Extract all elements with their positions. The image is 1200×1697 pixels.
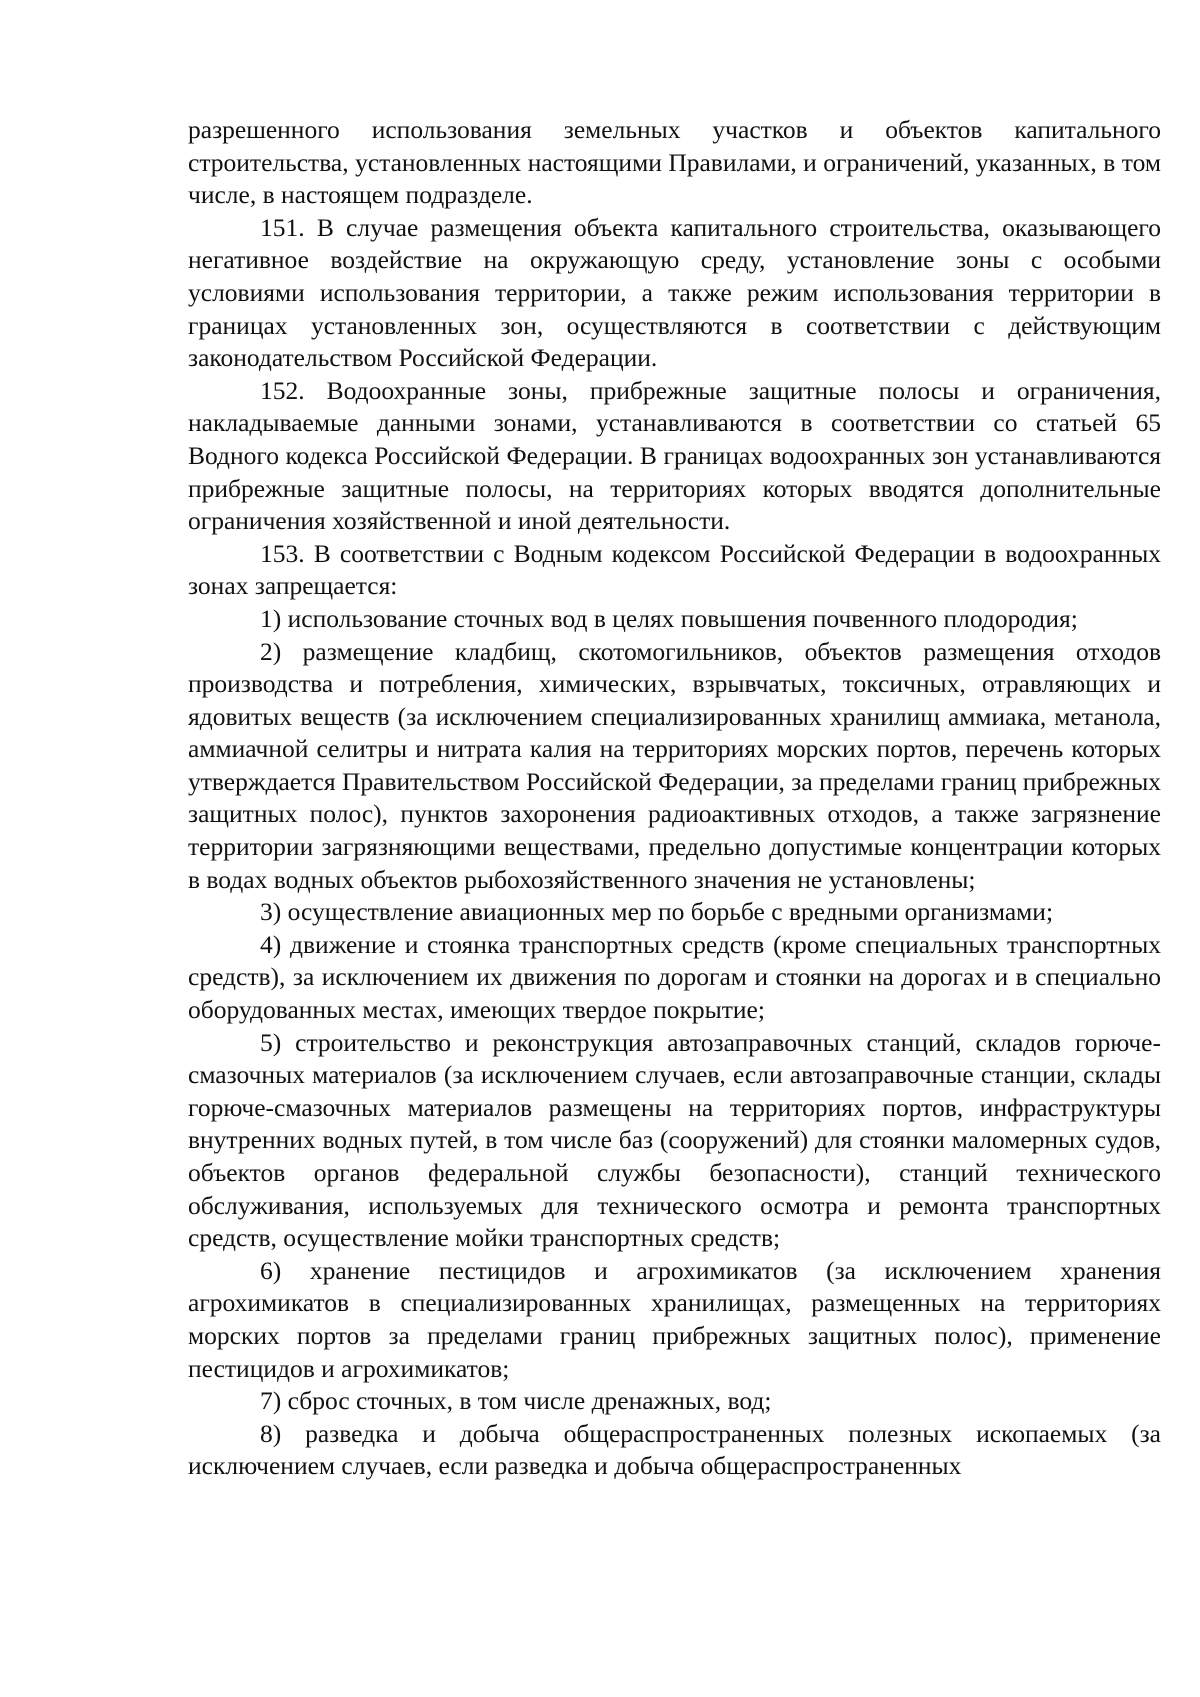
list-item-3: 3) осуществление авиационных мер по борьбе с вредными организмами; — [260, 897, 1054, 927]
list-item-6: 6) хранение пестицидов и агрохимикатов (за исключением хранения агрохимикатов в специализированных хранилищах, размещенных на территориях морских портов за пределами границ прибрежных защитных полос), применение пестицидов и агрохимикатов; — [188, 1255, 1161, 1383]
paragraph-continuation: разрешенного использования земельных участков и объектов капитального строительства, установленных настоящими Правилами, и ограничений, указанных, в том числе, в настоящем подразделе. — [188, 115, 1161, 210]
paragraph-152: 152. Водоохранные зоны, прибрежные защитные полосы и ограничения, накладываемые данными зонами, устанавливаются в соответствии со статьей 65 Водного кодекса Российской Федерации. В границах водоохранных зон устанавливаются прибрежные защитные полосы, на территориях которых вводятся дополнительные ограничения хозяйственной и иной деятельности. — [188, 375, 1161, 536]
document-page — [188, 114, 1161, 1483]
list-item-1: 1) использование сточных вод в целях повышения почвенного плодородия; — [260, 603, 1078, 633]
list-item-4: 4) движение и стоянка транспортных средств (кроме специальных транспортных средств), за исключением их движения по дорогам и стоянки на дорогах и в специально оборудованных местах, имеющих твердое покрытие; — [188, 929, 1161, 1025]
list-item-2: 2) размещение кладбищ, скотомогильников, объектов размещения отходов производства и потребления, химических, взрывчатых, токсичных, отравляющих и ядовитых веществ (за исключением специализированных хранилищ аммиака, метанола, аммиачной селитры и нитрата калия на территориях морских портов, перечень которых утверждается Правительством Российской Федерации, за пределами границ прибрежных защитных полос), пунктов захоронения радиоактивных отходов, а также загрязнение территории загрязняющими веществами, предельно допустимые концентрации которых в водах водных объектов рыбохозяйственного значения не установлены; — [188, 636, 1161, 894]
list-item-5: 5) строительство и реконструкция автозаправочных станций, складов горюче-смазочных материалов (за исключением случаев, если автозаправочные станции, склады горюче-смазочных материалов размещены на территориях портов, инфраструктуры внутренних водных путей, в том числе баз (сооружений) для стоянки маломерных судов, объектов органов федеральной службы безопасности), станций технического обслуживания, используемых для технического осмотра и ремонта транспортных средств, осуществление мойки транспортных средств; — [188, 1027, 1161, 1253]
list-item-8: 8) разведка и добыча общераспространенных полезных ископаемых (за исключением случаев, если разведка и добыча общераспространенных — [188, 1418, 1161, 1481]
paragraph-153: 153. В соответствии с Водным кодексом Российской Федерации в водоохранных зонах запрещается: — [188, 538, 1161, 601]
list-item-7: 7) сброс сточных, в том числе дренажных, вод; — [260, 1386, 772, 1416]
paragraph-151: 151. В случае размещения объекта капитального строительства, оказывающего негативное воздействие на окружающую среду, установление зоны с особыми условиями использования территории, а также режим использования территории в границах установленных зон, осуществляются в соответствии с действующим законодательством Российской Федерации. — [188, 212, 1161, 373]
